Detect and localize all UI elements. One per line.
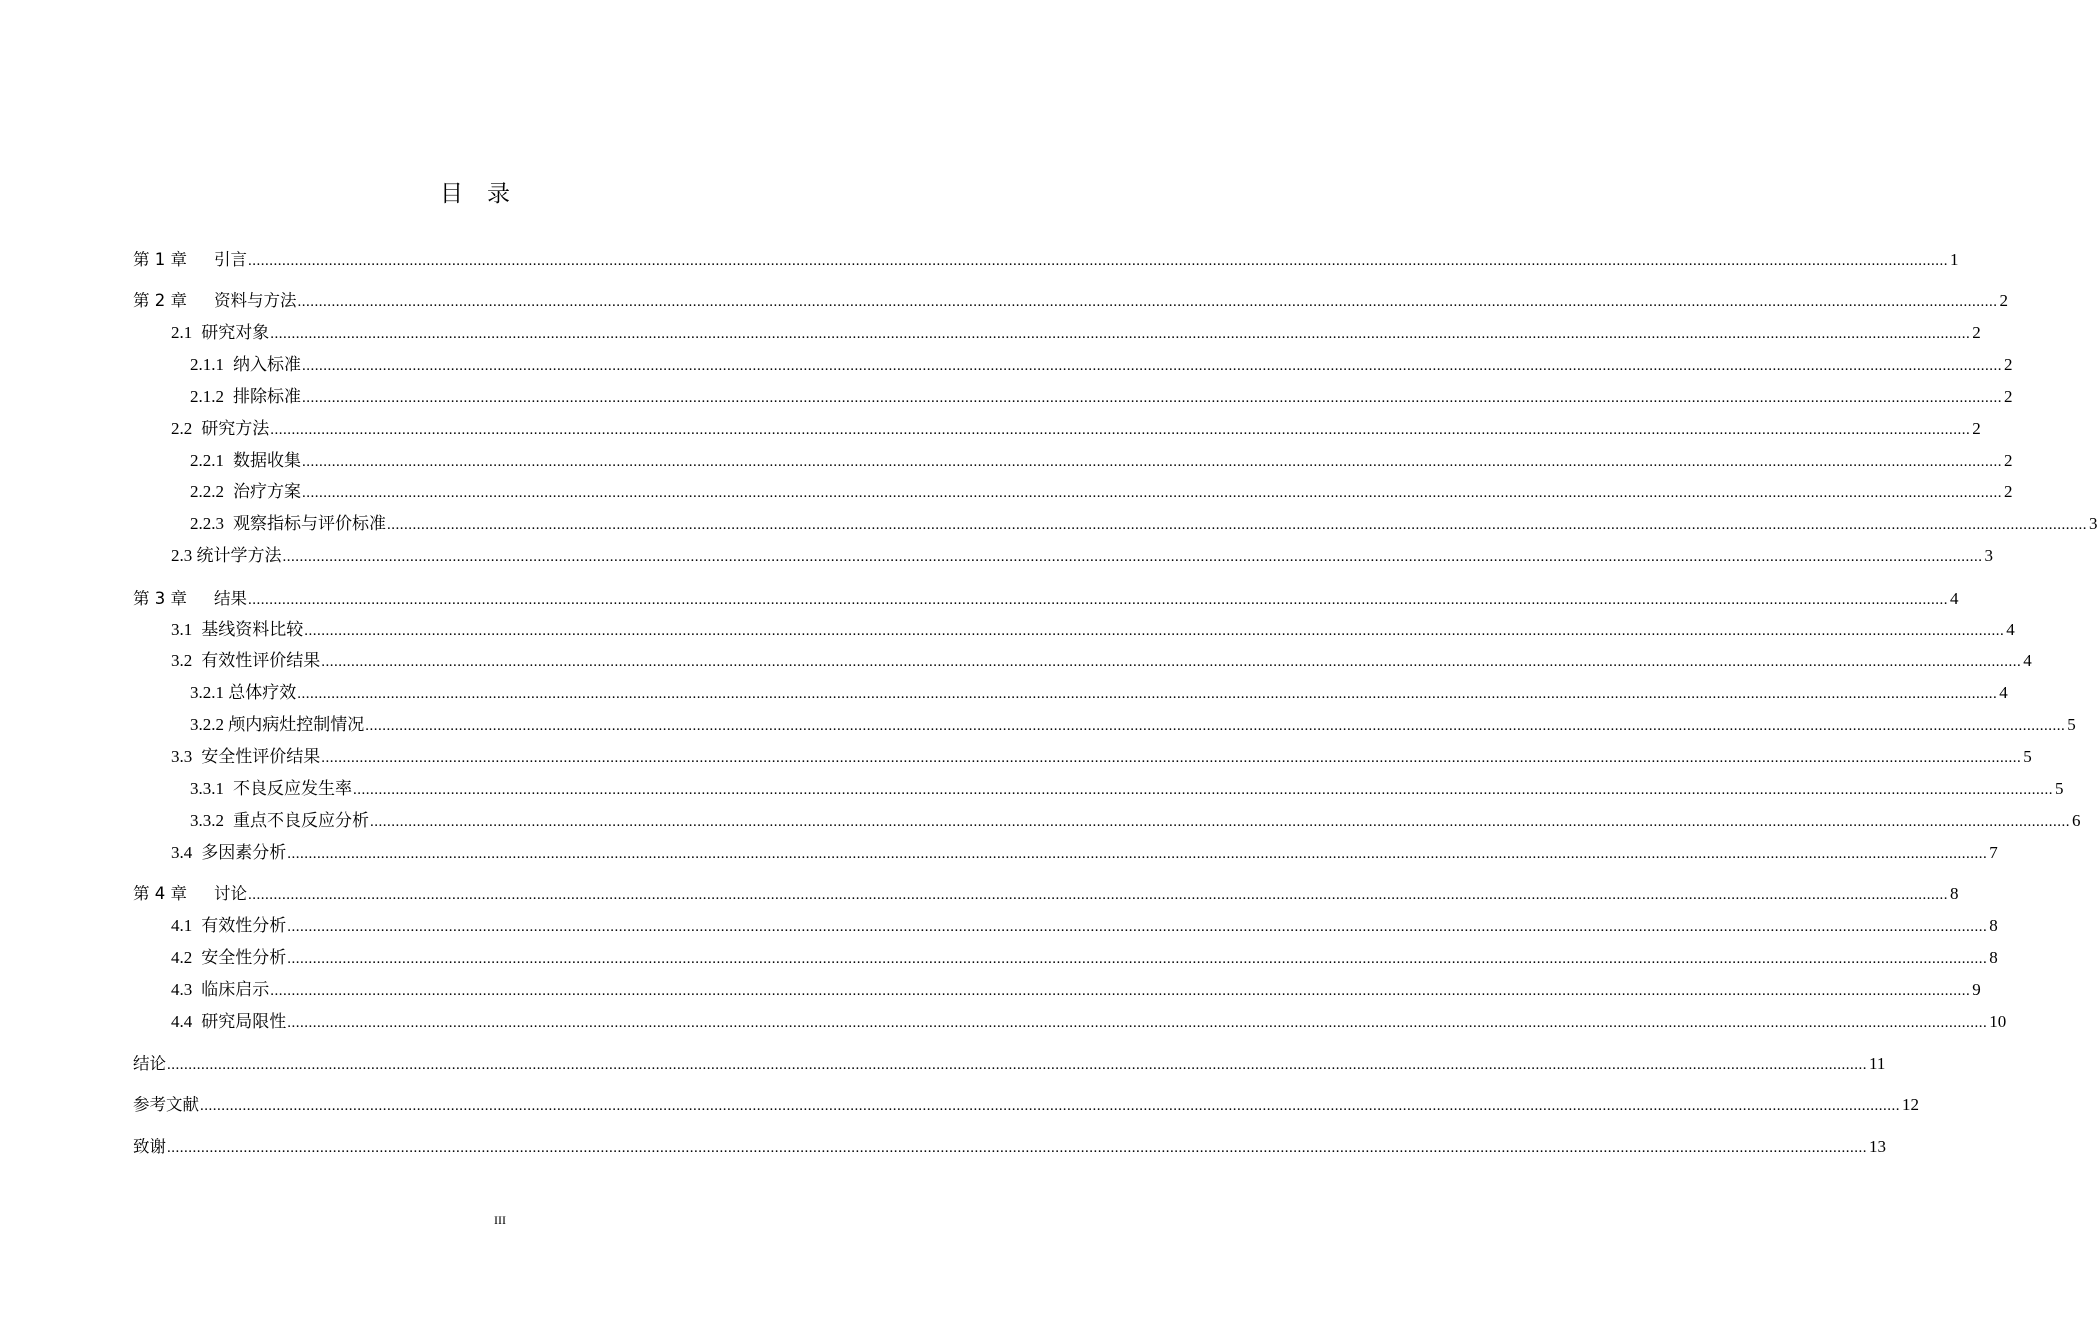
toc-entry-title: 研究局限性 bbox=[201, 1012, 287, 1031]
toc-entry[interactable] bbox=[133, 1051, 1886, 1077]
toc-entry-label bbox=[133, 288, 297, 314]
toc-entry-label bbox=[133, 247, 247, 273]
toc-dot-leader: ................................................................................................................................................................................................................................................................................................................................................................................................................ bbox=[282, 549, 1983, 565]
toc-dot-leader: ................................................................................................................................................................................................................................................................................................................................................................................................................ bbox=[321, 750, 2022, 766]
toc-title bbox=[0, 178, 950, 210]
toc-entry-title: 3.2.2 颅内病灶控制情况 bbox=[190, 715, 365, 734]
toc-entry-label bbox=[133, 586, 247, 612]
toc-entry-title: 研究对象 bbox=[201, 323, 270, 342]
page-number-footer: III bbox=[494, 1213, 506, 1227]
toc-entry[interactable] bbox=[133, 586, 1959, 612]
toc-entry-label bbox=[190, 352, 301, 378]
toc-entry-page-number: 11 bbox=[1869, 1054, 1886, 1073]
toc-entry[interactable] bbox=[171, 977, 1981, 1003]
toc-dot-leader: ................................................................................................................................................................................................................................................................................................................................................................................................................ bbox=[248, 253, 1948, 269]
toc-entry-page-number: 4 bbox=[2006, 620, 2015, 639]
toc-entry-page-number: 13 bbox=[1869, 1137, 1886, 1156]
toc-dot-leader: ................................................................................................................................................................................................................................................................................................................................................................................................................ bbox=[270, 326, 1971, 342]
toc-entry-page-number: 4 bbox=[1999, 683, 2008, 702]
toc-dot-leader: ................................................................................................................................................................................................................................................................................................................................................................................................................ bbox=[321, 654, 2022, 670]
toc-dot-leader: ................................................................................................................................................................................................................................................................................................................................................................................................................ bbox=[353, 782, 2053, 798]
toc-entry-number: 4.4 bbox=[171, 1012, 193, 1031]
toc-entry-page-number: 8 bbox=[1950, 884, 1959, 903]
toc-dot-leader: ................................................................................................................................................................................................................................................................................................................................................................................................................ bbox=[270, 983, 1971, 999]
toc-entry-title: 结果 bbox=[214, 589, 247, 608]
toc-entry-label bbox=[171, 648, 320, 674]
toc-entry-label bbox=[171, 416, 269, 442]
toc-entry-page-number: 6 bbox=[2072, 811, 2081, 830]
toc-entry-page-number: 1 bbox=[1950, 250, 1959, 269]
toc-entry[interactable] bbox=[190, 680, 2008, 706]
toc-dot-leader: ................................................................................................................................................................................................................................................................................................................................................................................................................ bbox=[370, 814, 2070, 830]
toc-dot-leader: ................................................................................................................................................................................................................................................................................................................................................................................................................ bbox=[297, 686, 1998, 702]
toc-entry[interactable] bbox=[133, 288, 2008, 314]
toc-entry-page-number: 2 bbox=[2004, 451, 2013, 470]
toc-dot-leader: ................................................................................................................................................................................................................................................................................................................................................................................................................ bbox=[248, 887, 1948, 903]
toc-entry-label bbox=[133, 1051, 166, 1077]
toc-dot-leader: ................................................................................................................................................................................................................................................................................................................................................................................................................ bbox=[302, 454, 2002, 470]
toc-entry[interactable] bbox=[171, 648, 2032, 674]
toc-entry-number: 2.1.2 bbox=[190, 387, 224, 406]
toc-entry-label bbox=[190, 511, 386, 537]
toc-entry-title: 致谢 bbox=[133, 1137, 166, 1156]
toc-entry-title: 安全性分析 bbox=[201, 948, 287, 967]
toc-dot-leader: ................................................................................................................................................................................................................................................................................................................................................................................................................ bbox=[167, 1057, 1867, 1073]
toc-entry[interactable] bbox=[133, 247, 1959, 273]
toc-dot-leader: ................................................................................................................................................................................................................................................................................................................................................................................................................ bbox=[302, 485, 2002, 501]
toc-entry[interactable] bbox=[190, 776, 2064, 802]
toc-dot-leader: ................................................................................................................................................................................................................................................................................................................................................................................................................ bbox=[200, 1098, 1900, 1114]
toc-entry-title: 不良反应发生率 bbox=[233, 779, 352, 798]
toc-entry-label bbox=[190, 479, 301, 505]
toc-entry-number: 2.2.3 bbox=[190, 514, 224, 533]
toc-entry[interactable] bbox=[133, 1134, 1886, 1160]
toc-entry-number: 3.2 bbox=[171, 651, 193, 670]
toc-entry-title: 治疗方案 bbox=[233, 482, 301, 501]
toc-entry-title: 2.3 统计学方法 bbox=[171, 546, 282, 565]
toc-entry-title: 有效性评价结果 bbox=[201, 651, 321, 670]
toc-entry-number: 第 2 章 bbox=[133, 291, 187, 310]
toc-entry-page-number: 2 bbox=[2004, 482, 2013, 501]
toc-entry[interactable] bbox=[133, 1092, 1919, 1118]
toc-entry[interactable] bbox=[171, 1009, 2007, 1035]
toc-dot-leader: ................................................................................................................................................................................................................................................................................................................................................................................................................ bbox=[287, 1015, 1988, 1031]
toc-entry-number: 2.2.2 bbox=[190, 482, 224, 501]
toc-entry-page-number: 3 bbox=[1984, 546, 1993, 565]
toc-entry-label bbox=[190, 776, 352, 802]
toc-dot-leader: ................................................................................................................................................................................................................................................................................................................................................................................................................ bbox=[387, 517, 2087, 533]
toc-entry[interactable] bbox=[190, 448, 2013, 474]
toc-entry-page-number: 4 bbox=[2023, 651, 2032, 670]
toc-dot-leader: ................................................................................................................................................................................................................................................................................................................................................................................................................ bbox=[270, 422, 1971, 438]
toc-entry-page-number: 12 bbox=[1902, 1095, 1919, 1114]
toc-entry-label bbox=[171, 945, 286, 971]
toc-entry-title: 数据收集 bbox=[233, 451, 301, 470]
toc-entry-title: 安全性评价结果 bbox=[201, 747, 321, 766]
toc-entry-label bbox=[133, 881, 247, 907]
toc-entry-number: 3.3.2 bbox=[190, 811, 224, 830]
toc-entry-page-number: 7 bbox=[1989, 843, 1998, 862]
toc-entry[interactable] bbox=[171, 913, 1998, 939]
toc-dot-leader: ................................................................................................................................................................................................................................................................................................................................................................................................................ bbox=[248, 592, 1948, 608]
toc-entry-label bbox=[171, 977, 269, 1003]
toc-entry[interactable] bbox=[171, 945, 1998, 971]
toc-dot-leader: ................................................................................................................................................................................................................................................................................................................................................................................................................ bbox=[287, 846, 1988, 862]
toc-entry-label bbox=[190, 808, 369, 834]
toc-entry-number: 2.1.1 bbox=[190, 355, 224, 374]
toc-dot-leader: ................................................................................................................................................................................................................................................................................................................................................................................................................ bbox=[302, 390, 2002, 406]
toc-entry-label bbox=[171, 913, 286, 939]
toc-entry-label bbox=[190, 712, 364, 738]
toc-entry-title: 结论 bbox=[133, 1054, 166, 1073]
toc-entry-page-number: 5 bbox=[2055, 779, 2064, 798]
toc-entry-number: 3.3.1 bbox=[190, 779, 224, 798]
toc-dot-leader: ................................................................................................................................................................................................................................................................................................................................................................................................................ bbox=[302, 358, 2002, 374]
toc-entry-label bbox=[171, 543, 282, 569]
toc-entry-page-number: 4 bbox=[1950, 589, 1959, 608]
toc-entry-page-number: 2 bbox=[1999, 291, 2008, 310]
toc-entry-number: 4.1 bbox=[171, 916, 193, 935]
toc-entry-number: 3.1 bbox=[171, 620, 193, 639]
toc-entry-title: 多因素分析 bbox=[201, 843, 287, 862]
toc-entry-page-number: 5 bbox=[2067, 715, 2076, 734]
toc-entry-page-number: 8 bbox=[1989, 948, 1998, 967]
toc-entry-title: 引言 bbox=[214, 250, 247, 269]
toc-entry-number: 第 3 章 bbox=[133, 589, 187, 608]
toc-entry-page-number: 9 bbox=[1972, 980, 1981, 999]
toc-entry-page-number: 10 bbox=[1989, 1012, 2007, 1031]
toc-entry-label bbox=[190, 680, 296, 706]
toc-entry-number: 3.4 bbox=[171, 843, 193, 862]
toc-entry-number: 4.3 bbox=[171, 980, 193, 999]
toc-entry-number: 3.3 bbox=[171, 747, 193, 766]
toc-entry-number: 4.2 bbox=[171, 948, 193, 967]
toc-dot-leader: ................................................................................................................................................................................................................................................................................................................................................................................................................ bbox=[287, 951, 1988, 967]
toc-entry-title: 研究方法 bbox=[201, 419, 270, 438]
toc-entry-page-number: 2 bbox=[1972, 323, 1981, 342]
toc-dot-leader: ................................................................................................................................................................................................................................................................................................................................................................................................................ bbox=[167, 1140, 1867, 1156]
toc-entry-title: 资料与方法 bbox=[214, 291, 297, 310]
toc-entry-number: 2.2.1 bbox=[190, 451, 224, 470]
toc-entry-number: 2.2 bbox=[171, 419, 193, 438]
toc-entry[interactable] bbox=[190, 808, 2081, 834]
toc-entry-label bbox=[171, 617, 303, 643]
toc-entry[interactable] bbox=[171, 840, 1998, 866]
toc-title-char-1: 目 bbox=[440, 181, 463, 207]
toc-entry[interactable] bbox=[171, 744, 2032, 770]
toc-entry-title: 纳入标准 bbox=[233, 355, 301, 374]
toc-entry-label bbox=[133, 1092, 199, 1118]
toc-dot-leader: ................................................................................................................................................................................................................................................................................................................................................................................................................ bbox=[297, 294, 1998, 310]
toc-entry-number: 第 4 章 bbox=[133, 884, 187, 903]
toc-entry[interactable] bbox=[171, 617, 2015, 643]
toc-entry-page-number: 2 bbox=[2004, 387, 2013, 406]
toc-entry-title: 有效性分析 bbox=[201, 916, 287, 935]
toc-entry-title: 参考文献 bbox=[133, 1095, 199, 1114]
toc-entry[interactable] bbox=[171, 320, 1981, 346]
toc-entry-title: 讨论 bbox=[214, 884, 247, 903]
toc-dot-leader: ................................................................................................................................................................................................................................................................................................................................................................................................................ bbox=[365, 718, 2066, 734]
toc-entry-title: 基线资料比较 bbox=[201, 620, 304, 639]
toc-title-char-2: 录 bbox=[487, 181, 510, 207]
toc-entry[interactable] bbox=[190, 352, 2013, 378]
toc-entry[interactable] bbox=[171, 416, 1981, 442]
toc-entry[interactable] bbox=[133, 881, 1959, 907]
toc-entry-page-number: 2 bbox=[2004, 355, 2013, 374]
toc-entry-page-number: 5 bbox=[2023, 747, 2032, 766]
toc-entry-number: 第 1 章 bbox=[133, 250, 187, 269]
toc-entry-title: 临床启示 bbox=[201, 980, 270, 999]
toc-entry-label bbox=[171, 744, 320, 770]
toc-entry-label bbox=[133, 1134, 166, 1160]
toc-entry[interactable] bbox=[171, 543, 1993, 569]
toc-entry-title: 重点不良反应分析 bbox=[233, 811, 369, 830]
toc-entry-title: 观察指标与评价标准 bbox=[233, 514, 386, 533]
toc-entry-title: 3.2.1 总体疗效 bbox=[190, 683, 297, 702]
toc-entry[interactable] bbox=[190, 712, 2076, 738]
toc-entry-label bbox=[171, 840, 286, 866]
toc-dot-leader: ................................................................................................................................................................................................................................................................................................................................................................................................................ bbox=[287, 919, 1988, 935]
toc-entry[interactable] bbox=[190, 384, 2013, 410]
toc-entry-label bbox=[171, 1009, 286, 1035]
toc-entry[interactable] bbox=[190, 511, 2098, 537]
toc-entry-label bbox=[171, 320, 269, 346]
toc-entry-label bbox=[190, 384, 301, 410]
toc-entry-number: 2.1 bbox=[171, 323, 193, 342]
toc-entry-label bbox=[190, 448, 301, 474]
toc-entry-page-number: 3 bbox=[2089, 514, 2098, 533]
toc-entry-page-number: 8 bbox=[1989, 916, 1998, 935]
toc-dot-leader: ................................................................................................................................................................................................................................................................................................................................................................................................................ bbox=[304, 623, 2005, 639]
toc-entry-page-number: 2 bbox=[1972, 419, 1981, 438]
toc-entry-title: 排除标准 bbox=[233, 387, 301, 406]
toc-entry[interactable] bbox=[190, 479, 2013, 505]
